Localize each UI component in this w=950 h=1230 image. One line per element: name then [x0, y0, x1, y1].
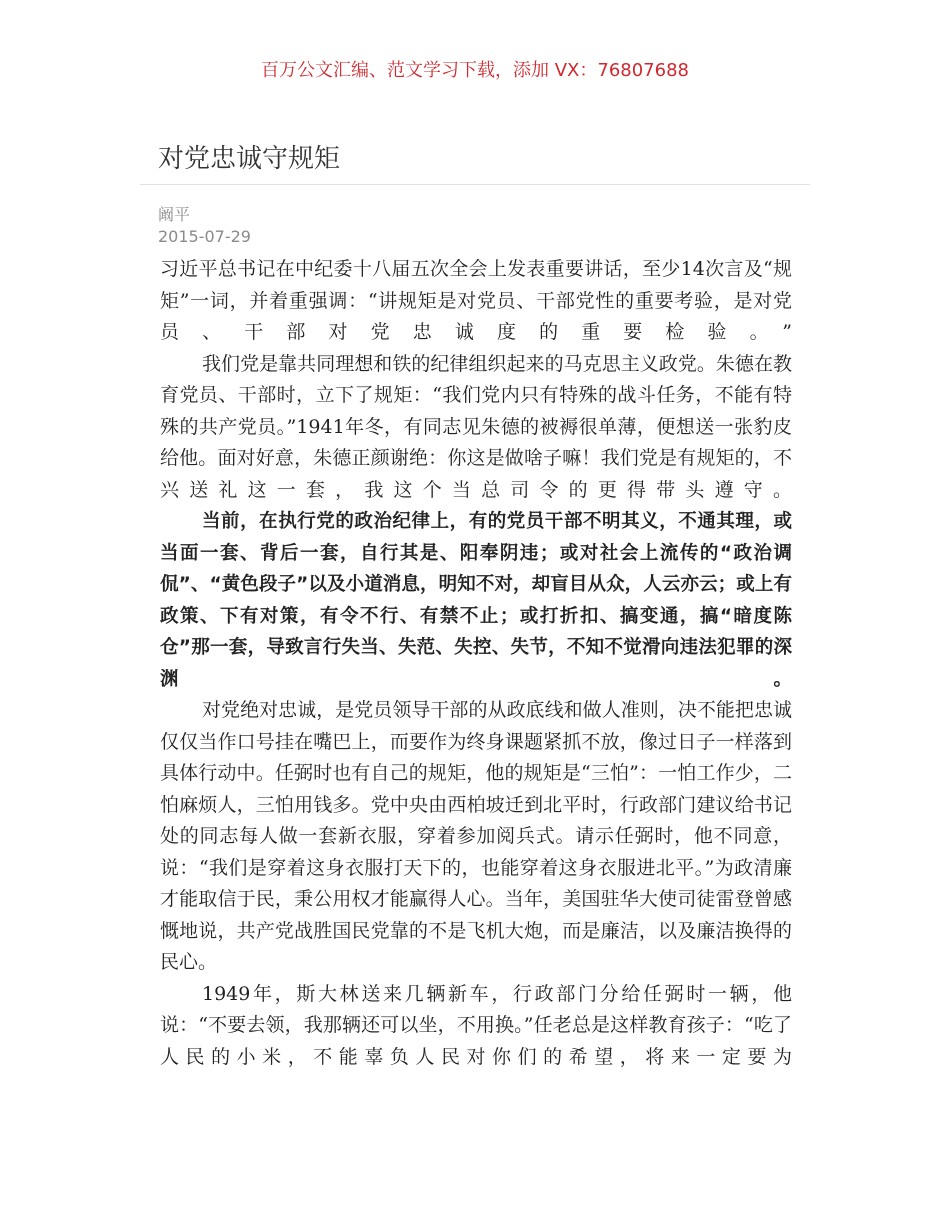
article-paragraph: 习近平总书记在中纪委十八届五次全会上发表重要讲话，至少14次言及“规矩”一词，并着重强调：“讲规矩是对党员、干部党性的重要考验，是对党员、干部对党忠诚度的重要检验。”	[160, 258, 792, 343]
article-paragraph-emphasis: 当前，在执行党的政治纪律上，有的党员干部不明其义，不通其理，或当面一套、背后一套，自行其是、阳奉阴违；或对社会上流传的“政治调侃”、“黄色段子”以及小道消息，明知不对，却盲目从众，人云亦云；或上有政策、下有对策，有令不行、有禁不止；或打折扣、搞变通，搞“暗度陈仓”那一套，导致言行失当、失范、失控、失节，不知不觉滑向违法犯罪的深渊。	[160, 511, 792, 690]
article-paragraph: 1949年，斯大林送来几辆新车，行政部门分给任弼时一辆，他说：“不要去领，我那辆还可以坐，不用换。”任老总是这样教育孩子：“吃了人民的小米，不能辜负人民对你们的希望，将来一定要为	[160, 982, 792, 1068]
article-title: 对党忠诚守规矩	[158, 144, 341, 174]
article-date: 2015-07-29	[158, 227, 251, 246]
article-author: 阚平	[158, 205, 191, 224]
article-body	[160, 254, 792, 1073]
article-paragraph: 对党绝对忠诚，是党员领导干部的从政底线和做人准则，决不能把忠诚仅仅当作口号挂在嘴巴上，而要作为终身课题紧抓不放，像过日子一样落到具体行动中。任弼时也有自己的规矩，他的规矩是“三怕”：一怕工作少，二怕麻烦人，三怕用钱多。党中央由西柏坡迁到北平时，行政部门建议给书记处的同志每人做一套新衣服，穿着参加阅兵式。请示任弼时，他不同意，说：“我们是穿着这身衣服打天下的，也能穿着这身衣服进北平。”为政清廉才能取信于民，秉公用权才能赢得人心。当年，美国驻华大使司徒雷登曾感慨地说，共产党战胜国民党靠的不是飞机大炮，而是廉洁，以及廉洁换得的民心。	[160, 699, 792, 973]
article-paragraph: 我们党是靠共同理想和铁的纪律组织起来的马克思主义政党。朱德在教育党员、干部时，立下了规矩：“我们党内只有特殊的战斗任务，不能有特殊的共产党员。”1941年冬，有同志见朱德的被褥很单薄，便想送一张豹皮给他。面对好意，朱德正颜谢绝：你这是做啥子嘛！我们党是有规矩的，不兴送礼这一套，我这个当总司令的更得带头遵守。	[160, 352, 792, 501]
title-divider	[140, 184, 810, 185]
promo-banner: 百万公文汇编、范文学习下载，添加 VX：76807688	[261, 60, 689, 81]
